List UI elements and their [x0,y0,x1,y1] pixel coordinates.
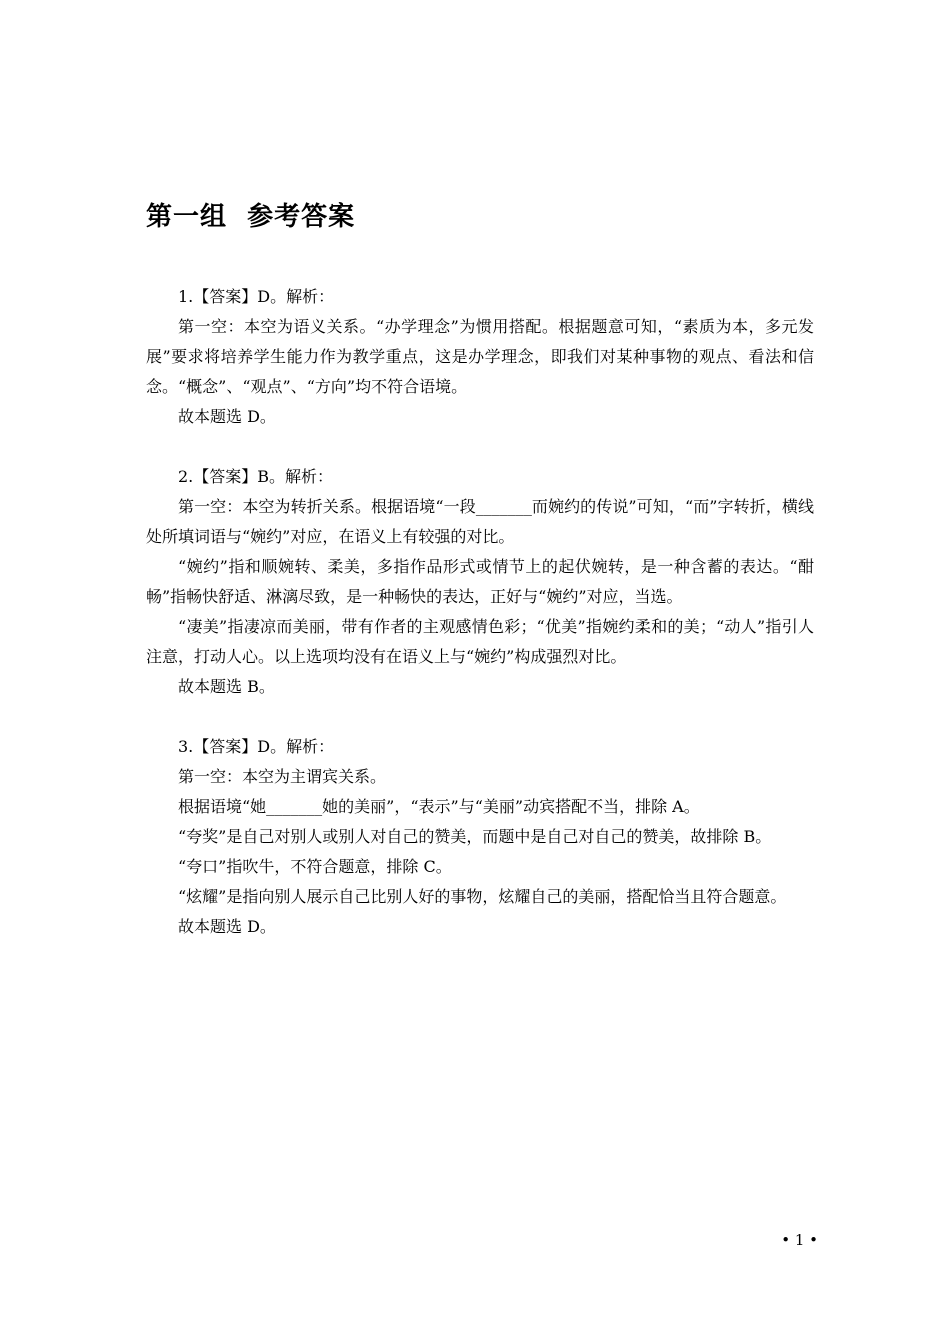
conclusion-paragraph: 故本题选 B。 [178,677,275,696]
answer-block-1 [146,282,814,432]
explanation-paragraph: “婉约”指和顺婉转、柔美，多指作品形式或情节上的起伏婉转，是一种含蓄的表达。“酣畅”指畅快舒适、淋漓尽致，是一种畅快的表达，正好与“婉约”对应，当选。 [146,557,814,606]
answer-block-2 [146,462,814,702]
answer-block-3 [146,732,814,942]
explanation-paragraph: “凄美”指凄凉而美丽，带有作者的主观感情色彩；“优美”指婉约柔和的美；“动人”指引人注意，打动人心。以上选项均没有在语义上与“婉约”构成强烈对比。 [146,617,814,666]
answer-content [146,282,814,942]
explanation-paragraph: “炫耀”是指向别人展示自己比别人好的事物，炫耀自己的美丽，搭配恰当且符合题意。 [178,887,787,906]
conclusion-paragraph: 故本题选 D。 [178,917,276,936]
explanation-paragraph: 第一空：本空为主谓宾关系。 [178,767,387,786]
page-title: 第一组 参考答案 [146,202,356,232]
explanation-paragraph: 第一空：本空为语义关系。“办学理念”为惯用搭配。根据题意可知，“素质为本，多元发展”要求将培养学生能力作为教学重点，这是办学理念，即我们对某种事物的观点、看法和信念。“概念”、“观点”、“方向”均不符合语境。 [146,317,814,396]
explanation-paragraph: “夸口”指吹牛，不符合题意，排除 C。 [178,857,452,876]
spacer [146,702,814,732]
explanation-paragraph: 第一空：本空为转折关系。根据语境“一段_______而婉约的传说”可知，“而”字转折，横线处所填词语与“婉约”对应，在语义上有较强的对比。 [146,497,814,546]
answer-heading: 3.【答案】D。解析： [178,737,335,756]
explanation-paragraph: “夸奖”是自己对别人或别人对自己的赞美，而题中是自己对自己的赞美，故排除 B。 [178,827,772,846]
conclusion-paragraph: 故本题选 D。 [178,407,276,426]
explanation-paragraph: 根据语境“她_______她的美丽”，“表示”与“美丽”动宾搭配不当，排除 A。 [178,797,700,816]
answer-heading: 1.【答案】D。解析： [178,287,335,306]
answer-heading: 2.【答案】B。解析： [178,467,334,486]
page-number: • 1 • [781,1231,818,1249]
spacer [146,432,814,462]
